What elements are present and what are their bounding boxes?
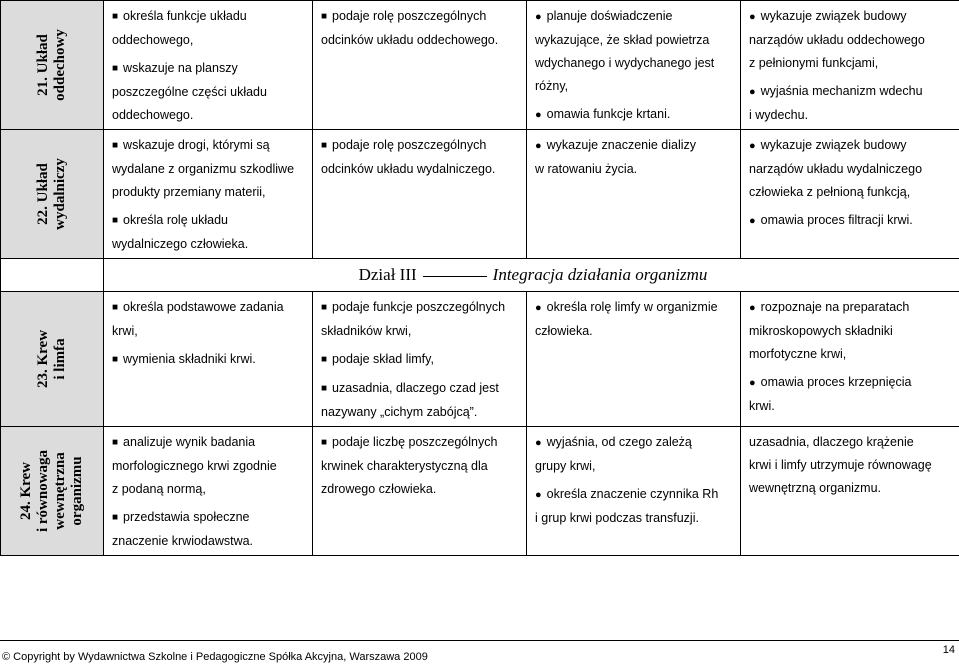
- requirement-text: podaje liczbę poszczególnych: [332, 435, 498, 449]
- requirement-text: podaje rolę poszczególnych: [332, 9, 487, 23]
- requirement-line: [321, 455, 521, 478]
- requirement-line: [112, 158, 307, 181]
- requirement-text: wykazuje związek budowy: [760, 138, 907, 152]
- dot-bullet-icon: ●: [749, 140, 756, 152]
- table-row: [1, 1, 959, 130]
- requirement-text: rozpoznaje na preparatach: [760, 300, 910, 314]
- requirement-item: [112, 348, 307, 372]
- requirement-text: składników krwi,: [321, 324, 412, 338]
- requirement-line: [749, 320, 954, 343]
- requirement-text: narządów układu oddechowego: [749, 33, 925, 47]
- requirement-cell: [527, 1, 741, 130]
- requirement-text: oddechowego,: [112, 33, 194, 47]
- requirement-item: [321, 348, 521, 372]
- topic-line: wydalniczy: [52, 158, 68, 230]
- requirement-line: [535, 52, 735, 75]
- requirement-line: [749, 52, 954, 75]
- requirement-item: [112, 134, 307, 204]
- requirement-line: [535, 296, 735, 320]
- square-bullet-icon: ■: [112, 63, 119, 74]
- requirement-text: zdrowego człowieka.: [321, 482, 437, 496]
- requirement-text: krwi,: [112, 324, 138, 338]
- requirement-text: wdychanego i wydychanego jest: [535, 56, 715, 70]
- table-row: [1, 292, 959, 427]
- requirement-cell: [313, 1, 527, 130]
- dot-bullet-icon: ●: [749, 86, 756, 98]
- topic-line: 23. Krew: [35, 329, 51, 389]
- requirement-line: [535, 455, 735, 478]
- requirement-text: krwi.: [749, 399, 775, 413]
- topic-line: i równowaga: [35, 449, 51, 533]
- topic-line: i limfa: [52, 338, 68, 380]
- requirement-text: narządów układu wydalniczego: [749, 162, 923, 176]
- square-bullet-icon: ■: [112, 512, 119, 523]
- requirement-cell: [741, 292, 959, 427]
- square-bullet-icon: ■: [321, 140, 328, 151]
- requirement-line: [112, 104, 307, 127]
- requirement-line: [321, 320, 521, 343]
- requirement-text: odcinków układu wydalniczego.: [321, 162, 496, 176]
- requirement-text: podaje skład limfy,: [332, 352, 434, 366]
- page-number: 14: [942, 644, 955, 656]
- dot-bullet-icon: ●: [749, 377, 756, 389]
- requirement-text: morfologicznego krwi zgodnie: [112, 459, 277, 473]
- requirement-line: [112, 506, 307, 530]
- requirement-item: [535, 134, 735, 181]
- requirement-text: określa funkcje układu: [123, 9, 247, 23]
- requirement-text: różny,: [535, 79, 569, 93]
- topic-cell: [1, 292, 104, 427]
- requirement-text: grupy krwi,: [535, 459, 596, 473]
- requirement-line: [112, 348, 307, 372]
- requirement-line: [321, 158, 521, 181]
- requirement-line: [112, 320, 307, 343]
- requirement-text: wyjaśnia, od czego zależą: [546, 435, 692, 449]
- section-title: [104, 259, 959, 292]
- square-bullet-icon: ■: [321, 383, 328, 394]
- requirement-line: [112, 57, 307, 81]
- requirement-text: mikroskopowych składniki: [749, 324, 893, 338]
- requirement-cell: [313, 427, 527, 556]
- requirement-line: [112, 455, 307, 478]
- requirement-item: [749, 80, 954, 127]
- dot-bullet-icon: ●: [749, 11, 756, 23]
- requirement-text: omawia proces krzepnięcia: [760, 375, 912, 389]
- requirement-text: wykazujące, że skład powietrza: [535, 33, 710, 47]
- requirement-cell: [313, 292, 527, 427]
- requirement-line: [321, 377, 521, 401]
- requirement-item: [321, 5, 521, 52]
- topic-title: [35, 29, 69, 101]
- requirement-cell: [527, 130, 741, 259]
- requirement-text: wykazuje związek budowy: [760, 9, 907, 23]
- topic-line: 24. Krew: [18, 461, 34, 521]
- requirement-line: [321, 348, 521, 372]
- square-bullet-icon: ■: [321, 354, 328, 365]
- topic-cell: [1, 427, 104, 556]
- requirement-line: [321, 29, 521, 52]
- requirement-item: [112, 209, 307, 256]
- requirement-line: [535, 158, 735, 181]
- square-bullet-icon: ■: [321, 11, 328, 22]
- square-bullet-icon: ■: [112, 354, 119, 365]
- requirement-item: [535, 483, 735, 530]
- requirement-item: [749, 296, 954, 366]
- requirement-line: [535, 103, 735, 127]
- requirement-text: z pełnionymi funkcjami,: [749, 56, 879, 70]
- square-bullet-icon: ■: [112, 140, 119, 151]
- dot-bullet-icon: ●: [749, 215, 756, 227]
- topic-line: wewnętrzna: [52, 452, 68, 530]
- requirement-line: [749, 371, 954, 395]
- requirement-cell: [104, 292, 313, 427]
- requirement-item: [321, 296, 521, 343]
- requirement-text: określa podstawowe zadania: [123, 300, 284, 314]
- topic-line: 22. Układ: [35, 163, 51, 225]
- requirement-text: planuje doświadczenie: [546, 9, 673, 23]
- square-bullet-icon: ■: [112, 11, 119, 22]
- requirement-text: poszczególne części układu: [112, 85, 267, 99]
- table-row: [1, 130, 959, 259]
- requirement-cell: [741, 130, 959, 259]
- requirement-line: [321, 296, 521, 320]
- requirement-line: [535, 431, 735, 455]
- topic-line: oddechowy: [52, 29, 68, 101]
- section-label: Dział III: [358, 265, 417, 284]
- dot-bullet-icon: ●: [535, 140, 542, 152]
- requirement-line: [535, 134, 735, 158]
- requirement-line: [535, 483, 735, 507]
- requirement-text: w ratowaniu życia.: [535, 162, 638, 176]
- requirement-text: wskazuje na planszy: [123, 61, 238, 75]
- square-bullet-icon: ■: [321, 302, 328, 313]
- requirement-cell: [104, 427, 313, 556]
- requirement-text: określa rolę limfy w organizmie: [546, 300, 718, 314]
- requirement-text: morfotyczne krwi,: [749, 347, 847, 361]
- section-name: Integracja działania organizmu: [492, 265, 708, 284]
- dot-bullet-icon: ●: [535, 109, 542, 121]
- requirement-text: odcinków układu oddechowego.: [321, 33, 499, 47]
- requirement-text: uzasadnia, dlaczego czad jest: [332, 381, 499, 395]
- requirement-line: [749, 454, 954, 477]
- requirement-text: krwinek charakterystyczną dla: [321, 459, 488, 473]
- requirement-cell: [313, 130, 527, 259]
- requirement-item: [535, 431, 735, 478]
- requirement-line: [535, 75, 735, 98]
- requirement-text: i grup krwi podczas transfuzji.: [535, 511, 699, 525]
- requirement-text: przedstawia społeczne: [123, 510, 250, 524]
- copyright-notice: © Copyright by Wydawnictwa Szkolne i Pedagogiczne Spółka Akcyjna, Warszawa 2009: [2, 651, 428, 663]
- requirement-cell: [104, 130, 313, 259]
- topic-cell: [1, 130, 104, 259]
- requirement-item: [749, 209, 954, 233]
- requirement-text: wydalniczego człowieka.: [112, 237, 249, 251]
- requirement-item: [749, 134, 954, 204]
- requirement-line: [112, 29, 307, 52]
- requirement-line: [535, 320, 735, 343]
- requirement-item: [112, 57, 307, 127]
- dot-bullet-icon: ●: [535, 302, 542, 314]
- requirement-text: oddechowego.: [112, 108, 194, 122]
- requirement-item: [749, 431, 954, 500]
- requirement-line: [749, 104, 954, 127]
- dot-bullet-icon: ●: [749, 302, 756, 314]
- requirement-line: [749, 395, 954, 418]
- requirement-item: [112, 5, 307, 52]
- requirement-text: podaje funkcje poszczególnych: [332, 300, 506, 314]
- requirement-text: podaje rolę poszczególnych: [332, 138, 487, 152]
- section-dash: [423, 276, 487, 277]
- requirement-text: omawia proces filtracji krwi.: [760, 213, 913, 227]
- requirement-line: [112, 209, 307, 233]
- section-header-row: [1, 259, 959, 292]
- requirement-text: nazywany „cichym zabójcą”.: [321, 405, 478, 419]
- requirement-item: [112, 431, 307, 501]
- square-bullet-icon: ■: [112, 215, 119, 226]
- footer-divider: [0, 640, 959, 641]
- requirement-item: [112, 506, 307, 553]
- requirement-text: wymienia składniki krwi.: [123, 352, 256, 366]
- requirement-text: określa znaczenie czynnika Rh: [546, 487, 719, 501]
- requirement-item: [321, 134, 521, 181]
- requirement-line: [112, 233, 307, 256]
- requirement-text: analizuje wynik badania: [123, 435, 256, 449]
- square-bullet-icon: ■: [112, 302, 119, 313]
- requirement-item: [321, 431, 521, 501]
- requirement-line: [112, 81, 307, 104]
- requirement-line: [749, 209, 954, 233]
- requirement-line: [321, 401, 521, 424]
- requirement-text: krwi i limfy utrzymuje równowagę: [749, 458, 932, 472]
- requirement-text: produkty przemiany materii,: [112, 185, 266, 199]
- requirement-text: określa rolę układu: [123, 213, 228, 227]
- table-row: [1, 427, 959, 556]
- topic-title: [18, 450, 86, 532]
- requirement-text: człowieka z pełnioną funkcją,: [749, 185, 911, 199]
- dot-bullet-icon: ●: [535, 437, 542, 449]
- requirement-text: i wydechu.: [749, 108, 809, 122]
- requirement-item: [535, 5, 735, 98]
- requirement-text: wewnętrzną organizmu.: [749, 481, 882, 495]
- requirement-cell: [527, 292, 741, 427]
- requirement-line: [535, 5, 735, 29]
- requirement-item: [535, 296, 735, 343]
- requirement-cell: [527, 427, 741, 556]
- requirement-line: [112, 478, 307, 501]
- square-bullet-icon: ■: [321, 437, 328, 448]
- square-bullet-icon: ■: [112, 437, 119, 448]
- requirement-text: wydalane z organizmu szkodliwe: [112, 162, 295, 176]
- requirement-text: znaczenie krwiodawstwa.: [112, 534, 254, 548]
- requirement-line: [535, 29, 735, 52]
- requirement-line: [321, 431, 521, 455]
- requirement-line: [112, 5, 307, 29]
- requirement-item: [749, 371, 954, 418]
- requirement-line: [749, 431, 954, 454]
- dot-bullet-icon: ●: [535, 11, 542, 23]
- requirement-line: [749, 134, 954, 158]
- topic-title: [35, 330, 69, 388]
- requirement-line: [112, 530, 307, 553]
- requirement-line: [112, 431, 307, 455]
- requirement-line: [749, 296, 954, 320]
- requirement-cell: [741, 1, 959, 130]
- requirement-text: z podaną normą,: [112, 482, 206, 496]
- topic-line: organizmu: [69, 456, 85, 526]
- requirement-text: omawia funkcje krtani.: [546, 107, 671, 121]
- dot-bullet-icon: ●: [535, 489, 542, 501]
- topic-line: 21. Układ: [35, 34, 51, 96]
- requirement-text: uzasadnia, dlaczego krążenie: [749, 435, 914, 449]
- requirement-item: [749, 5, 954, 75]
- requirement-line: [749, 29, 954, 52]
- requirement-line: [749, 181, 954, 204]
- topic-title: [35, 158, 69, 230]
- requirement-line: [749, 477, 954, 500]
- requirement-line: [321, 134, 521, 158]
- requirement-line: [112, 181, 307, 204]
- requirement-line: [321, 478, 521, 501]
- requirement-line: [749, 343, 954, 366]
- requirement-text: wykazuje znaczenie dializy: [546, 138, 697, 152]
- requirement-line: [112, 296, 307, 320]
- requirement-item: [321, 377, 521, 424]
- requirement-text: wyjaśnia mechanizm wdechu: [760, 84, 923, 98]
- requirement-item: [535, 103, 735, 127]
- requirement-cell: [104, 1, 313, 130]
- topic-cell: [1, 1, 104, 130]
- requirement-line: [112, 134, 307, 158]
- requirement-line: [321, 5, 521, 29]
- requirement-text: człowieka.: [535, 324, 593, 338]
- requirement-item: [112, 296, 307, 343]
- requirement-text: wskazuje drogi, którymi są: [123, 138, 270, 152]
- requirement-cell: [741, 427, 959, 556]
- requirement-line: [749, 80, 954, 104]
- requirement-line: [749, 158, 954, 181]
- requirement-line: [535, 507, 735, 530]
- requirement-line: [749, 5, 954, 29]
